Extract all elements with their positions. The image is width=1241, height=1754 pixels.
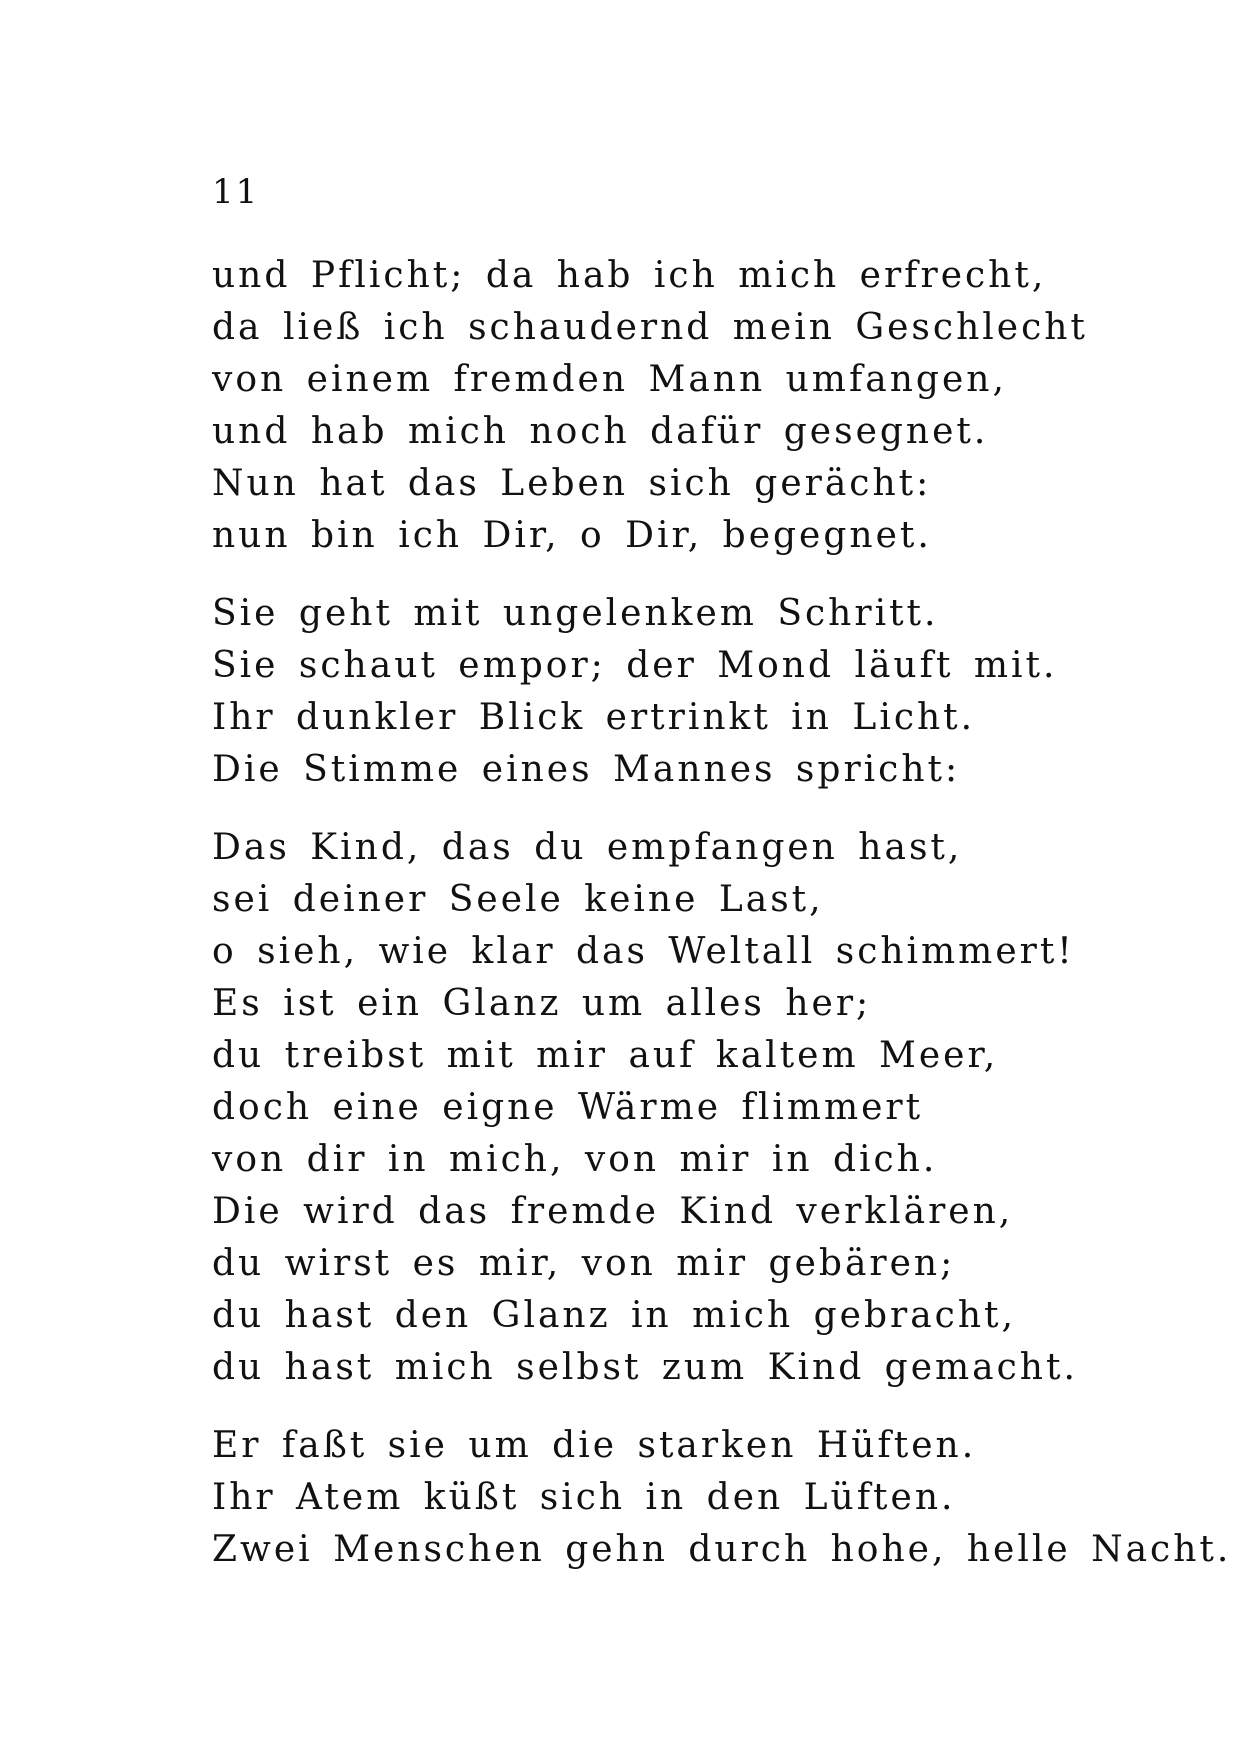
poem-line: Es ist ein Glanz um alles her; [212, 983, 872, 1024]
poem-line: Nun hat das Leben sich gerächt: [212, 463, 932, 504]
poem-line: Ihr dunkler Blick ertrinkt in Licht. [212, 697, 976, 738]
poem-line: Das Kind, das du empfangen hast, [212, 827, 963, 868]
poem-line: sei deiner Seele keine Last, [212, 879, 824, 920]
poem-line: und hab mich noch dafür gesegnet. [212, 411, 989, 452]
stanza-1 [212, 250, 1112, 562]
poem-line: von einem fremden Mann umfangen, [212, 359, 1007, 400]
poem-line: Ihr Atem küßt sich in den Lüften. [212, 1477, 956, 1518]
poem-line: Sie geht mit ungelenkem Schritt. [212, 593, 939, 634]
page-number: 11 [212, 172, 260, 212]
poem-line: von dir in mich, von mir in dich. [212, 1139, 938, 1180]
poem-line: Er faßt sie um die starken Hüften. [212, 1425, 977, 1466]
stanza-2 [212, 588, 1112, 796]
poem-text [212, 250, 1232, 1602]
poem-line: du wirst es mir, von mir gebären; [212, 1243, 956, 1284]
poem-line: du hast den Glanz in mich gebracht, [212, 1295, 1016, 1336]
poem-line: nun bin ich Dir, o Dir, begegnet. [212, 515, 932, 556]
poem-line: o sieh, wie klar das Weltall schimmert! [212, 931, 1075, 972]
poem-line: Die wird das fremde Kind verklären, [212, 1191, 1014, 1232]
stanza-4 [212, 1420, 1232, 1576]
stanza-3 [212, 822, 1112, 1394]
poem-line: Die Stimme eines Mannes spricht: [212, 749, 961, 790]
poem-line: du treibst mit mir auf kaltem Meer, [212, 1035, 999, 1076]
poem-line: da ließ ich schaudernd mein Geschlecht [212, 307, 1088, 348]
poem-line: du hast mich selbst zum Kind gemacht. [212, 1347, 1078, 1388]
poem-line: Zwei Menschen gehn durch hohe, helle Nacht. [212, 1529, 1232, 1570]
poem-line: und Pflicht; da hab ich mich erfrecht, [212, 255, 1047, 296]
poem-line: doch eine eigne Wärme flimmert [212, 1087, 924, 1128]
poem-line: Sie schaut empor; der Mond läuft mit. [212, 645, 1058, 686]
